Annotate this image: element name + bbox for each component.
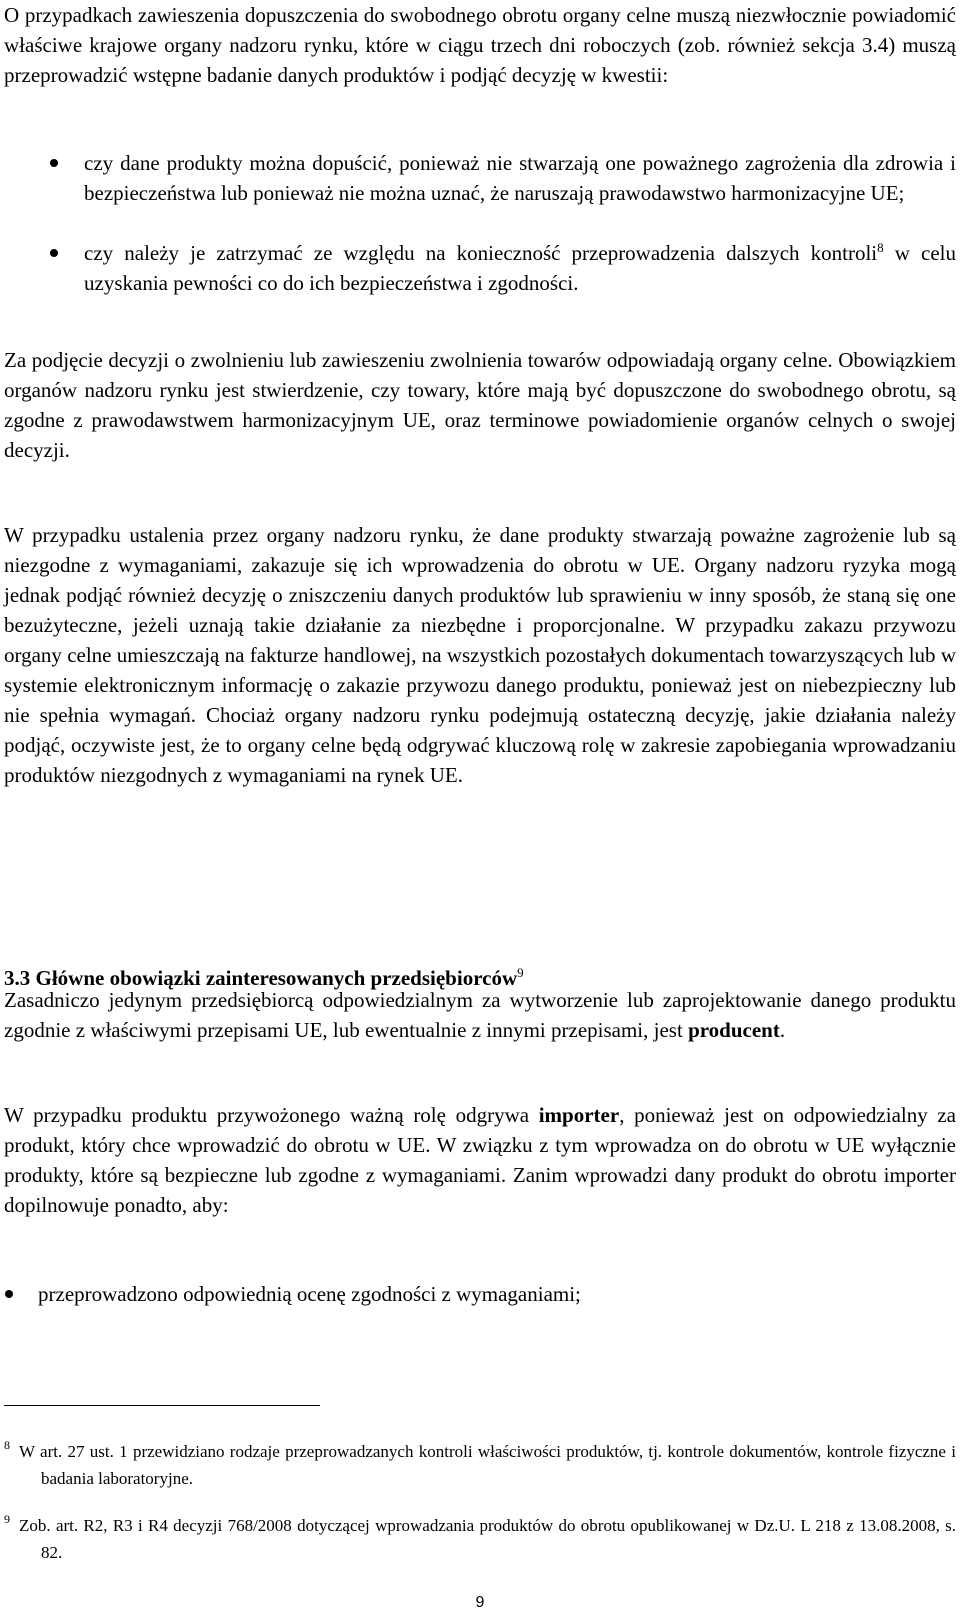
- list-item-text: czy należy je zatrzymać ze względu na konieczność przeprowadzenia dalszych kontroli: [84, 241, 878, 265]
- paragraph-text: Zasadniczo jedynym przedsiębiorcą odpowiedzialnym za wytworzenie lub zaprojektowanie danego produktu zgodnie z właściwymi przepisami UE, lub ewentualnie z innymi przepisami, jest: [4, 988, 956, 1042]
- section-heading-text: 3.3 Główne obowiązki zainteresowanych przedsiębiorców: [4, 966, 518, 990]
- list-item: [4, 1279, 956, 1309]
- term-producent: producent: [688, 1018, 780, 1042]
- paragraph-market-surveillance: W przypadku ustalenia przez organy nadzoru rynku, że dane produkty stwarzają poważne zagrożenie lub są niezgodne z wymaganiami, zakazuje się ich wprowadzenia do obrotu w UE. Organy nadzoru ryzyka mogą jednak podjąć również decyzję o zniszczeniu danych produktów lub sprawieniu w inny sposób, że staną się one bezużyteczne, jeżeli uznają takie działanie za niezbędne i proporcjonalne. W przypadku zakazu przywozu organy celne umieszczają na fakturze handlowej, na wszystkich pozostałych dokumentach towarzyszących lub w systemie elektronicznym informację o zakazie przywozu danego produktu, ponieważ jest on niebezpieczny lub nie spełnia wymagań. Chociaż organy nadzoru rynku podejmują ostateczną decyzję, jakie działania należy podjąć, oczywiste jest, że to organy celne będą odgrywać kluczową rolę w zakresie zapobiegania wprowadzaniu produktów niezgodnych z wymaganiami na rynek UE.: [4, 523, 956, 787]
- footnote-mark: 8: [4, 1438, 10, 1452]
- bullet-icon: [5, 1290, 13, 1298]
- footnote-8: [4, 1438, 956, 1492]
- list-item-text-continued: w celu uzyskania pewności co do ich bezpieczeństwa i zgodności.: [84, 241, 956, 295]
- footnote-separator: [4, 1405, 320, 1406]
- list-item: [50, 148, 956, 208]
- paragraph-text-end: , ponieważ jest on odpowiedzialny za produkt, który chce wprowadzić do obrotu w UE. W związku z tym wprowadza on do obrotu w UE wyłącznie produkty, które są bezpieczne lub zgodne z wymaganiami. Zanim wprowadzi dany produkt do obrotu importer dopilnowuje ponadto, aby:: [4, 1103, 956, 1217]
- list-item: [50, 238, 956, 298]
- footnote-text: W art. 27 ust. 1 przewidziano rodzaje przeprowadzanych kontroli właściwości produktów, tj. kontrole dokumentów, kontrole fizyczne i badania laboratoryjne.: [19, 1442, 956, 1488]
- paragraph-text-end: .: [779, 1018, 786, 1042]
- bullet-icon: [50, 249, 58, 257]
- decision-options-list: [50, 148, 956, 298]
- term-importer: importer: [538, 1103, 620, 1127]
- paragraph-customs-suspension: O przypadkach zawieszenia dopuszczenia do swobodnego obrotu organy celne muszą niezwłocznie powiadomić właściwe krajowe organy nadzoru rynku, które w ciągu trzech dni roboczych (zob. również sekcja 3.4) muszą przeprowadzić wstępne badanie danych produktów i podjąć decyzję w kwestii:: [4, 3, 956, 87]
- paragraph-producent: [4, 985, 956, 1045]
- footnote-text: Zob. art. R2, R3 i R4 decyzji 768/2008 dotyczącej wprowadzania produktów do obrotu opublikowanej w Dz.U. L 218 z 13.08.2008, s. 82.: [19, 1516, 956, 1562]
- paragraph-customs-responsibility: Za podjęcie decyzji o zwolnieniu lub zawieszeniu zwolnienia towarów odpowiadają organy celne. Obowiązkiem organów nadzoru rynku jest stwierdzenie, czy towary, które mają być dopuszczone do swobodnego obrotu, są zgodne z prawodawstwem harmonizacyjnym UE, oraz terminowe powiadomienie organów celnych o swojej decyzji.: [4, 348, 956, 462]
- list-item-text: czy dane produkty można dopuścić, ponieważ nie stwarzają one poważnego zagrożenia dla zdrowia i bezpieczeństwa lub ponieważ nie można uznać, że naruszają prawodawstwo harmonizacyjne UE;: [84, 151, 956, 205]
- importer-obligations-list: [4, 1279, 956, 1309]
- paragraph-importer: [4, 1100, 956, 1220]
- footnote-ref-8[interactable]: 8: [877, 240, 884, 255]
- footnote-ref-9[interactable]: 9: [517, 965, 524, 980]
- list-item-text: przeprowadzono odpowiednią ocenę zgodności z wymaganiami;: [38, 1282, 581, 1306]
- bullet-icon: [50, 159, 58, 167]
- page-number: 9: [475, 1594, 485, 1611]
- footnote-mark: 9: [4, 1512, 10, 1526]
- paragraph-text: W przypadku produktu przywożonego ważną rolę odgrywa: [4, 1103, 539, 1127]
- footnote-9: [4, 1512, 956, 1566]
